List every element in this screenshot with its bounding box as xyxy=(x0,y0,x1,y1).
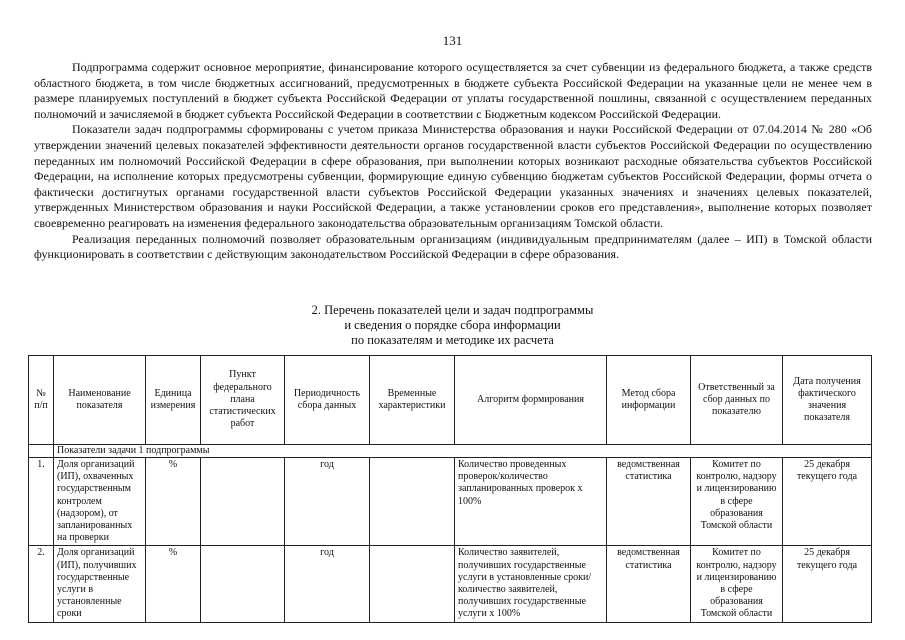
header-num: № п/п xyxy=(29,356,54,445)
body-text xyxy=(34,60,872,263)
cell-plan-item xyxy=(201,458,285,546)
page-number: 131 xyxy=(442,33,463,48)
cell-num: 2. xyxy=(29,546,54,622)
header-date: Дата получения фактического значения показателя xyxy=(783,356,872,445)
cell-method: ведомственная статистика xyxy=(607,546,691,622)
header-unit: Единица измерения xyxy=(146,356,201,445)
group-empty-cell xyxy=(29,445,54,458)
cell-name: Доля организаций (ИП), получивших государственные услуги в установленные сроки xyxy=(54,546,146,622)
section-title-line-1: 2. Перечень показателей цели и задач подпрограммы xyxy=(311,303,594,317)
cell-time xyxy=(370,546,455,622)
cell-responsible: Комитет по контролю, надзору и лицензированию в сфере образования Томской области xyxy=(691,546,783,622)
cell-plan-item xyxy=(201,546,285,622)
header-frequency: Периодичность сбора данных xyxy=(285,356,370,445)
group-label: Показатели задачи 1 подпрограммы xyxy=(54,445,872,458)
section-title-line-3: по показателям и методике их расчета xyxy=(351,333,554,347)
cell-unit: % xyxy=(146,546,201,622)
table-group-row xyxy=(29,445,872,458)
header-method: Метод сбора информации xyxy=(607,356,691,445)
section-title xyxy=(0,303,905,348)
cell-frequency: год xyxy=(285,458,370,546)
cell-frequency: год xyxy=(285,546,370,622)
cell-unit: % xyxy=(146,458,201,546)
indicators-table xyxy=(28,355,872,623)
cell-date: 25 декабря текущего года xyxy=(783,458,872,546)
cell-algorithm: Количество заявителей, получивших государственные услуги в установленные сроки/количество заявителей, получивших государственные услуги x 100% xyxy=(455,546,607,622)
cell-method: ведомственная статистика xyxy=(607,458,691,546)
section-title-line-2: и сведения о порядке сбора информации xyxy=(344,318,561,332)
header-name: Наименование показателя xyxy=(54,356,146,445)
cell-num: 1. xyxy=(29,458,54,546)
cell-time xyxy=(370,458,455,546)
cell-name: Доля организаций (ИП), охваченных государственным контролем (надзором), от запланированных на проверки xyxy=(54,458,146,546)
cell-date: 25 декабря текущего года xyxy=(783,546,872,622)
header-algorithm: Алгоритм формирования xyxy=(455,356,607,445)
table-row xyxy=(29,458,872,546)
header-plan-item: Пункт федерального плана статистических работ xyxy=(201,356,285,445)
paragraph-indicators: Показатели задач подпрограммы сформированы с учетом приказа Министерства образования и науки Российской Федерации от 07.04.2014 № 280 «Об утверждении значений целевых показателей эффективности деятельности органов государственной власти субъектов Российской Федерации по осуществлению переданных им полномочий Российской Федерации в сфере образования, при выполнении которых возникают расходные обязательства субъектов Российской Федерации, на исполнение которых предусмотрены субвенции, формирующие единую субвенцию бюджетам субъектов Российской Федерации, формы отчета о фактически достигнутых органами государственной власти субъектов Российской Федерации указанных значениях и значениях целевых показателей, утвержденных Министерством образования и науки Российской Федерации, а также установлении сроков его представления», выполнение которых позволяет своевременно реагировать на изменения федерального законодательства образовательным организациям Томской области. xyxy=(34,122,872,230)
table-row xyxy=(29,546,872,622)
header-time: Временные характеристики xyxy=(370,356,455,445)
cell-algorithm: Количество проведенных проверок/количество запланированных проверок x 100% xyxy=(455,458,607,546)
header-responsible: Ответственный за сбор данных по показателю xyxy=(691,356,783,445)
table-header-row xyxy=(29,356,872,445)
cell-responsible: Комитет по контролю, надзору и лицензированию в сфере образования Томской области xyxy=(691,458,783,546)
paragraph-implementation: Реализация переданных полномочий позволяет образовательным организациям (индивидуальным предпринимателям (далее – ИП) в Томской области функционировать в соответствии с действующим законодательством Российской Федерации в сфере образования. xyxy=(34,231,872,262)
paragraph-subsidy: Подпрограмма содержит основное мероприятие, финансирование которого осуществляется за счет субвенции из федерального бюджета, а также средств областного бюджета, в том числе бюджетных ассигнований, предусмотренных в бюджете субъекта Российской Федерации на указанные цели не менее чем в размере планируемых поступлений в бюджет субъекта Российской Федерации от уплаты государственной пошлины, связанной с осуществлением переданных полномочий и зачисляемой в бюджет субъекта Российской Федерации в соответствии с Бюджетным кодексом Российской Федерации. xyxy=(34,60,872,121)
